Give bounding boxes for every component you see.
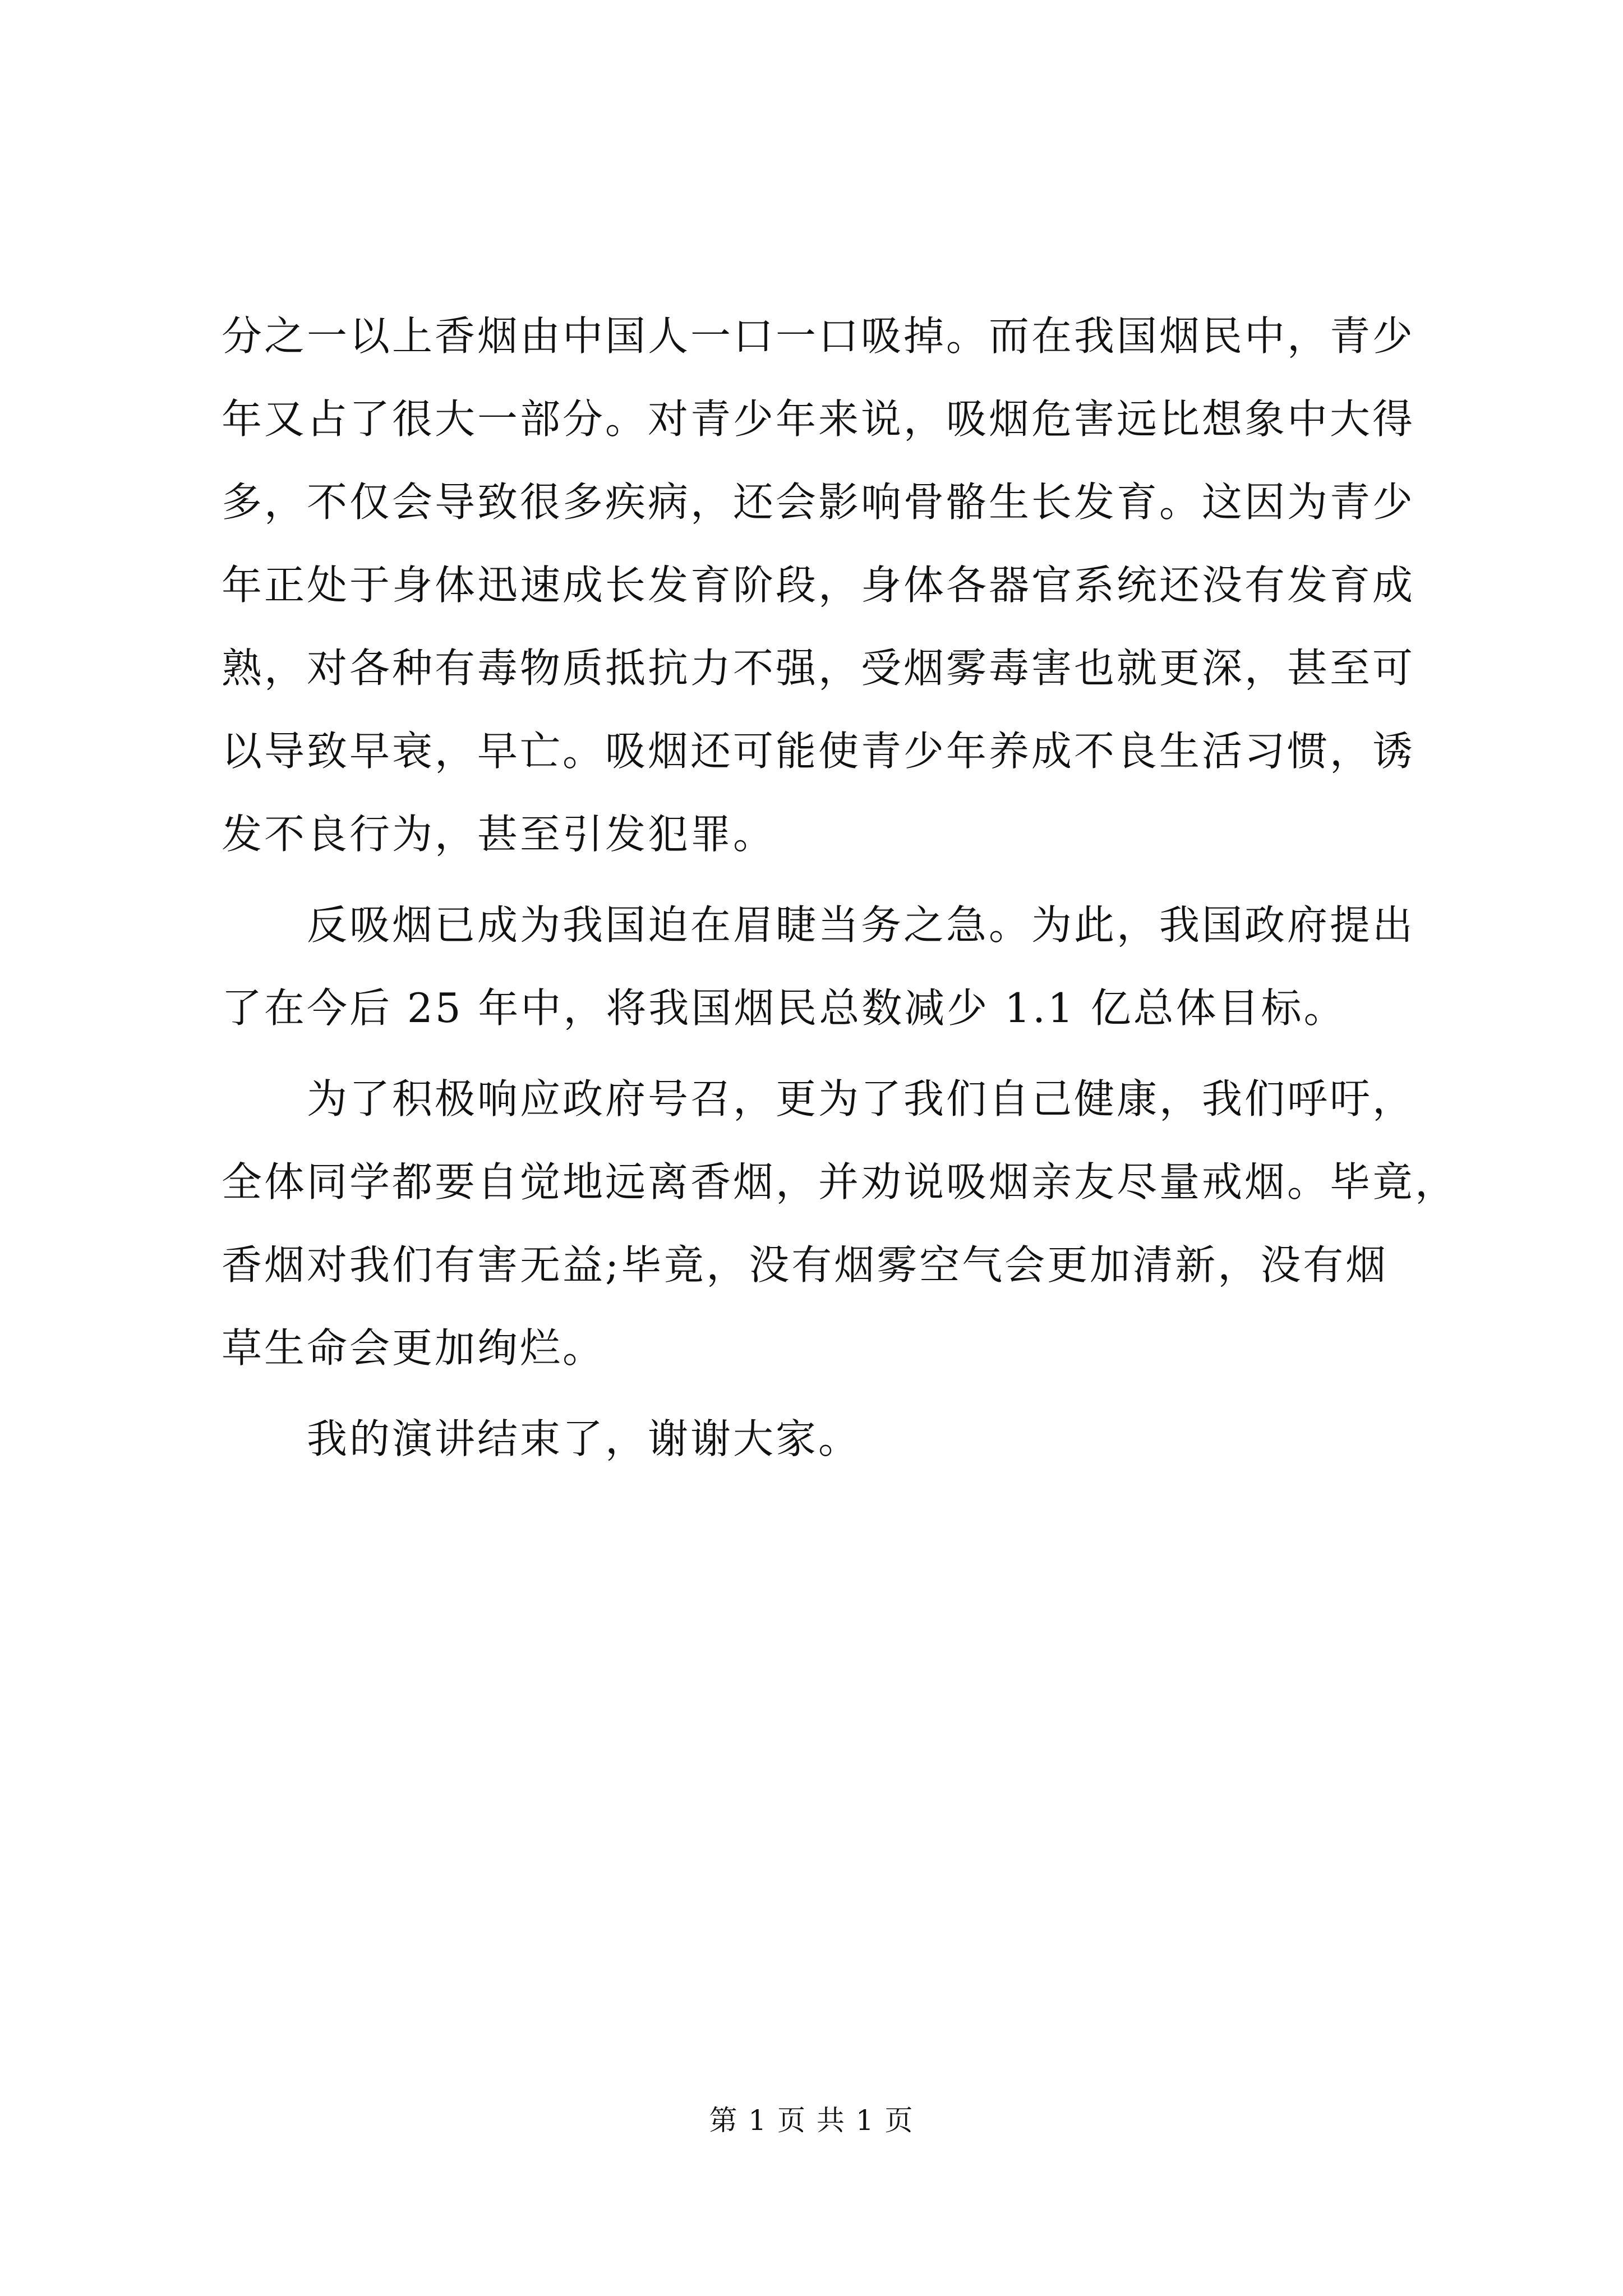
- page-footer: [0, 2101, 1623, 2140]
- text-line: 全体同学都要自觉地远离香烟，并劝说吸烟亲友尽量戒烟。毕竟，: [222, 1158, 1458, 1205]
- text-line-indented: 反吸烟已成为我国迫在眉睫当务之急。为此，我国政府提出: [307, 901, 1415, 949]
- text-line: 香烟对我们有害无益;毕竟，没有烟雾空气会更加清新，没有烟: [222, 1241, 1389, 1289]
- text-line: 分之一以上香烟由中国人一口一口吸掉。而在我国烟民中，青少: [222, 312, 1415, 360]
- paragraph-spacer: [222, 876, 1427, 884]
- paragraph-4: [222, 1397, 1427, 1480]
- page-number-label: 第 1 页 共 1 页: [709, 2104, 914, 2137]
- paragraph-spacer: [222, 1050, 1427, 1057]
- paragraph-3: [222, 1057, 1458, 1389]
- text-line: 草生命会更加绚烂。: [222, 1324, 606, 1372]
- text-line: 熟，对各种有毒物质抵抗力不强，受烟雾毒害也就更深，甚至可: [222, 645, 1415, 692]
- paragraph-spacer: [222, 1389, 1427, 1397]
- text-line-indented: 为了积极响应政府号召，更为了我们自己健康，我们呼吁，: [307, 1075, 1415, 1122]
- text-line: 发不良行为，甚至引发犯罪。: [222, 811, 776, 858]
- text-line-indented: 我的演讲结束了，谢谢大家。: [307, 1415, 861, 1462]
- paragraph-1: [222, 295, 1427, 876]
- text-line: 了在今后 25 年中，将我国烟民总数减少 1.1 亿总体目标。: [222, 984, 1347, 1032]
- text-line: 多，不仅会导致很多疾病，还会影响骨骼生长发育。这因为青少: [222, 478, 1415, 526]
- body-text: [222, 295, 1458, 1480]
- paragraph-2: [222, 884, 1427, 1050]
- text-line: 以导致早衰，早亡。吸烟还可能使青少年养成不良生活习惯，诱: [222, 728, 1415, 775]
- text-line: 年正处于身体迅速成长发育阶段，身体各器官系统还没有发育成: [222, 562, 1415, 609]
- text-line: 年又占了很大一部分。对青少年来说，吸烟危害远比想象中大得: [222, 395, 1415, 443]
